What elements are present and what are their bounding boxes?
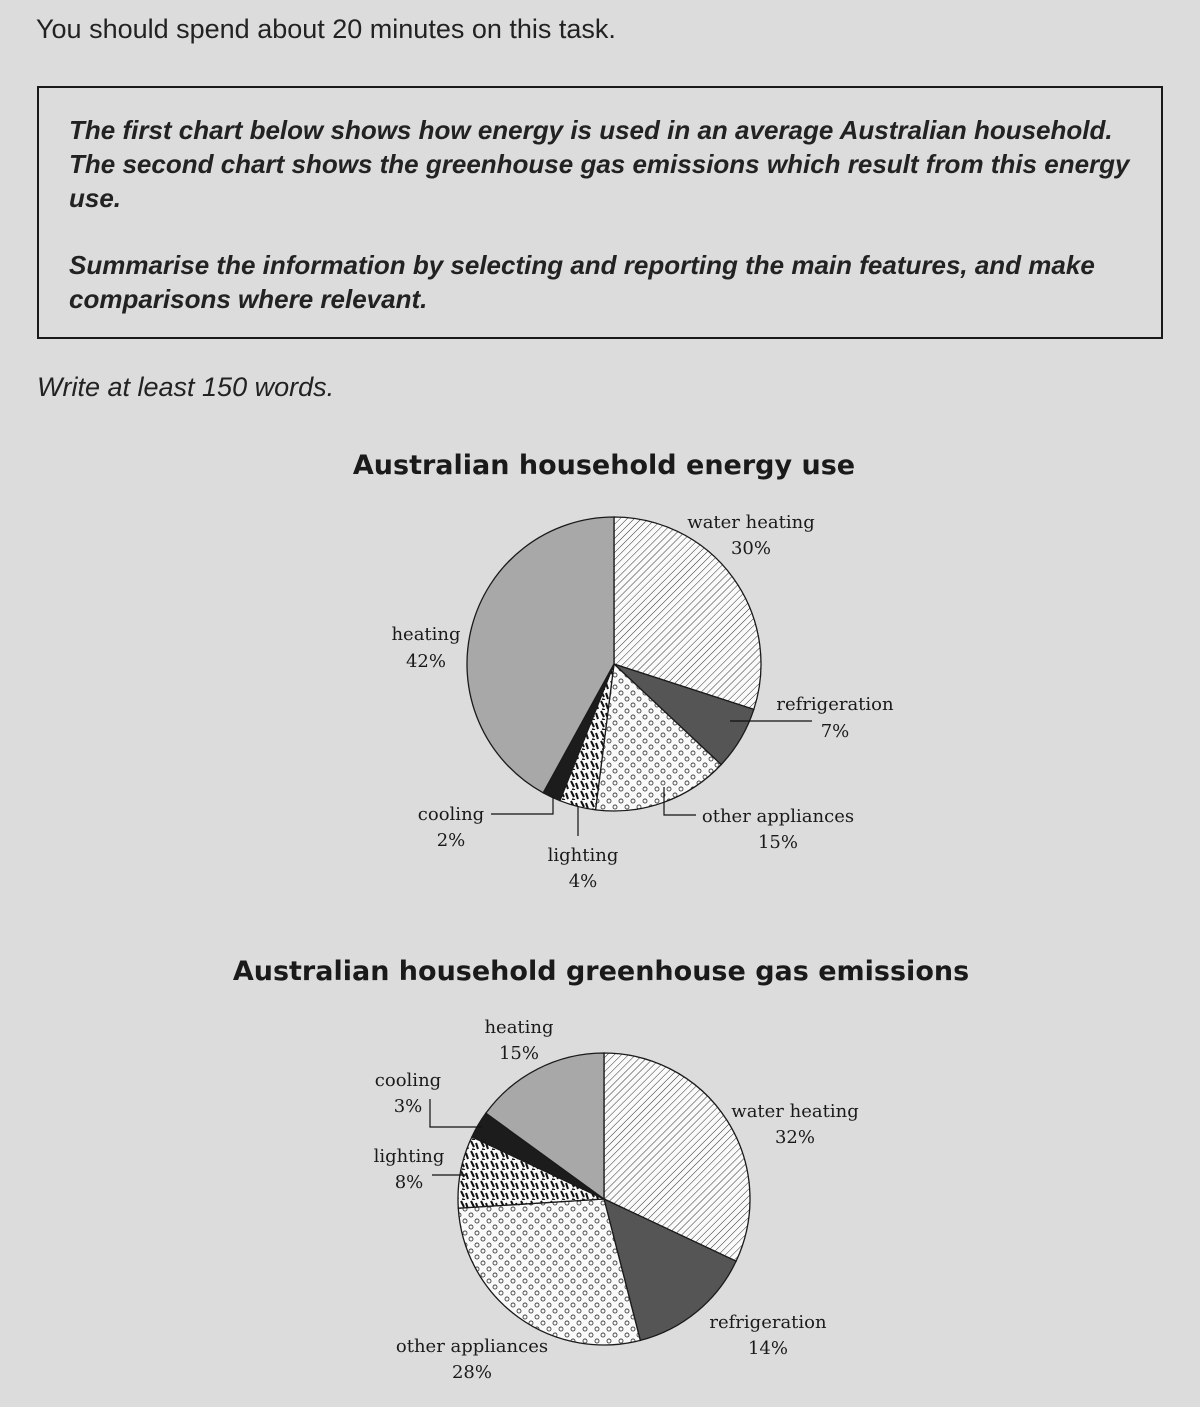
chart-1-value-cooling: 2% [436, 830, 466, 851]
chart-2-label-other-appliances: other appliances [395, 1336, 549, 1357]
chart-2-label-heating: heating [484, 1017, 554, 1038]
chart-1-label-cooling: cooling [417, 804, 485, 825]
chart-2-leader-cooling [430, 1099, 482, 1127]
emissions-pie [458, 1053, 750, 1345]
chart-2-value-heating: 15% [498, 1043, 540, 1064]
chart-2-label-refrigeration: refrigeration [709, 1312, 827, 1333]
chart-2-value-cooling: 3% [393, 1096, 423, 1117]
chart-1-label-other-appliances: other appliances [701, 806, 855, 827]
time-instruction: You should spend about 20 minutes on this task. [36, 14, 616, 44]
chart-2-value-other-appliances: 28% [451, 1362, 493, 1383]
task-paragraph-2: Summarise the information by selecting and reporting the main features, and make comparisons where relevant. [69, 250, 1095, 314]
chart-2-label-water-heating: water heating [731, 1101, 859, 1122]
chart-1-label-refrigeration: refrigeration [776, 694, 894, 715]
chart-1-value-refrigeration: 7% [820, 721, 850, 742]
chart-1-title: Australian household energy use [352, 450, 856, 481]
chart-1-label-lighting: lighting [547, 845, 619, 866]
chart-2-label-cooling: cooling [374, 1070, 442, 1091]
word-requirement: Write at least 150 words. [37, 372, 335, 402]
chart-1-label-water-heating: water heating [687, 512, 815, 533]
chart-1-value-other-appliances: 15% [757, 832, 799, 853]
chart-2-value-refrigeration: 14% [747, 1338, 789, 1359]
energy-use-pie [467, 517, 761, 811]
chart-2-title: Australian household greenhouse gas emissions [232, 956, 970, 987]
chart-1-label-heating: heating [391, 624, 461, 645]
task-paragraph-1: The first chart below shows how energy is used in an average Australian household. The second chart shows the greenhouse gas emissions which result from this energy use. [69, 115, 1130, 213]
chart-2-value-water-heating: 32% [774, 1127, 816, 1148]
chart-2-label-lighting: lighting [373, 1146, 445, 1167]
chart-1-value-water-heating: 30% [730, 538, 772, 559]
chart-2-value-lighting: 8% [394, 1172, 424, 1193]
chart-1-value-heating: 42% [405, 651, 447, 672]
chart-1-leader-cooling [491, 797, 553, 814]
chart-1-value-lighting: 4% [568, 871, 598, 892]
